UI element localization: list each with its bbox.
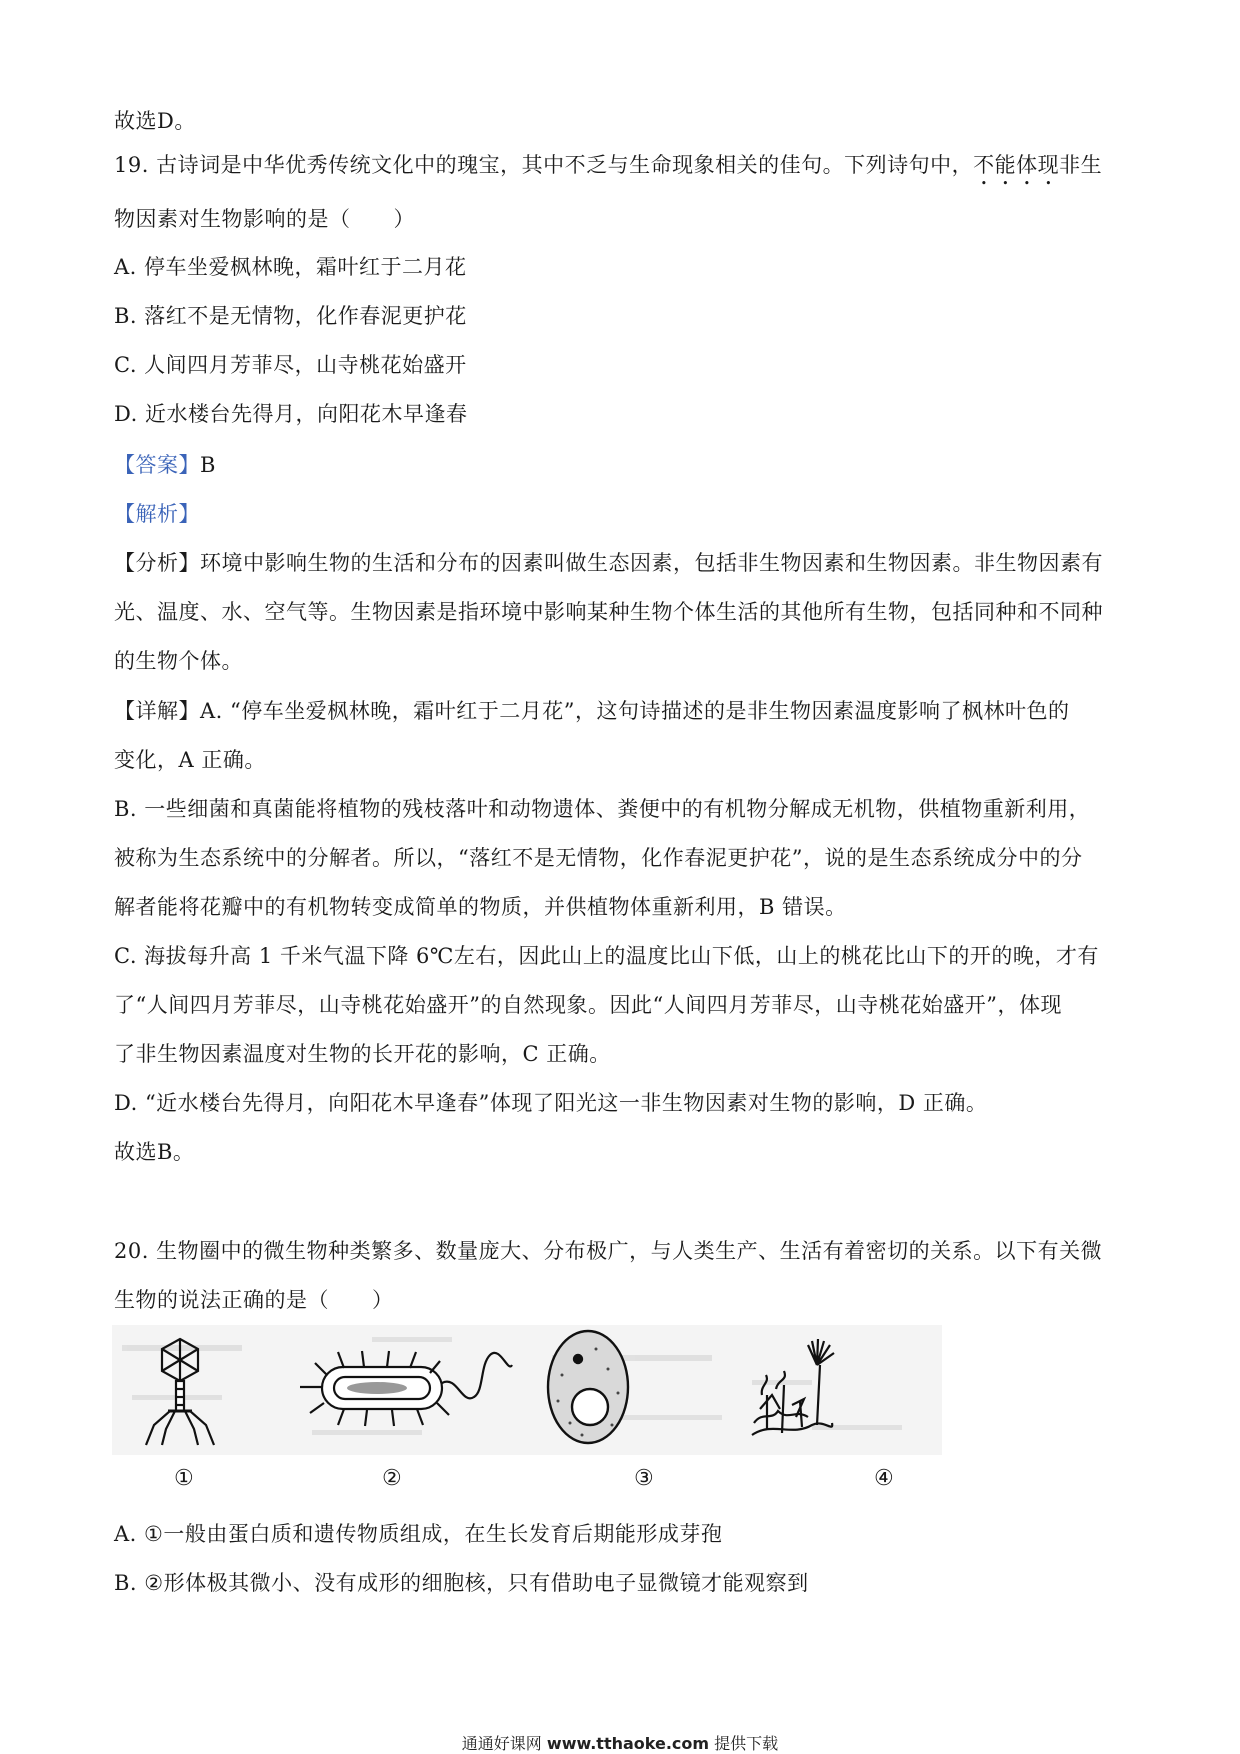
q19-stem-post: 非生 (1059, 153, 1103, 177)
explanation-line: D. “近水楼台先得月，向阳花木早逢春”体现了阳光这一非生物因素对生物的影响，D 正确。 (114, 1091, 988, 1115)
explanation-line: 光、温度、水、空气等。生物因素是指环境中影响某种生物个体生活的其他所有生物，包括同种和不同种 (114, 600, 1103, 624)
analysis-label: 【解析】 (114, 502, 200, 526)
q20-stem-line1: 20. 生物圈中的微生物种类繁多、数量庞大、分布极广，与人类生产、生活有着密切的关系。以下有关微 (114, 1239, 1103, 1263)
q20-option-a: A. ①一般由蛋白质和遗传物质组成，在生长发育后期能形成芽孢 (114, 1522, 723, 1546)
footer-site-link[interactable]: www.tthaoke.com (546, 1734, 710, 1753)
figure-label-2: ② (382, 1466, 402, 1491)
explanation-line: 了非生物因素温度对生物的长开花的影响，C 正确。 (114, 1042, 611, 1066)
q19-option-c: C. 人间四月芳菲尽，山寺桃花始盛开 (114, 353, 467, 377)
q19-answer (114, 450, 216, 480)
footer-suffix: 提供下载 (714, 1734, 779, 1753)
q19-option-d: D. 近水楼台先得月，向阳花木早逢春 (114, 402, 468, 426)
q19-stem-line1 (114, 150, 1102, 190)
q19-stem-emphasis: 不能体现 (973, 153, 1060, 177)
explanation-line: B. 一些细菌和真菌能将植物的残枝落叶和动物遗体、粪便中的有机物分解成无机物，供植物重新利用， (114, 797, 1091, 821)
q20-option-b: B. ②形体极其微小、没有成形的细胞核，只有借助电子显微镜才能观察到 (114, 1571, 809, 1595)
figure-label-4: ④ (874, 1466, 894, 1491)
explanation-line: C. 海拔每升高 1 千米气温下降 6℃左右，因此山上的温度比山下低，山上的桃花比山下的开的晚，才有 (114, 944, 1099, 968)
explanation-line: 了“人间四月芳菲尽，山寺桃花始盛开”的自然现象。因此“人间四月芳菲尽，山寺桃花始盛开”，体现 (114, 993, 1062, 1017)
microorganism-figure (112, 1325, 942, 1455)
answer-label: 【答案】 (114, 453, 200, 477)
explanation-line: 【分析】环境中影响生物的生活和分布的因素叫做生态因素，包括非生物因素和生物因素。非生物因素有 (114, 551, 1103, 575)
explanation-line: 被称为生态系统中的分解者。所以，“落红不是无情物，化作春泥更护花”，说的是生态系统成分中的分 (114, 846, 1083, 870)
q20-stem-line2: 生物的说法正确的是（ ） (114, 1288, 394, 1312)
figure-label-3: ③ (634, 1466, 654, 1491)
footer-prefix: 通通好课网 (461, 1734, 542, 1753)
figure-label-1: ① (174, 1466, 194, 1491)
yeast-drawing (548, 1331, 628, 1443)
explanation-line: 解者能将花瓣中的有机物转变成简单的物质，并供植物体重新利用，B 错误。 (114, 895, 847, 919)
explanation-line: 变化，A 正确。 (114, 748, 266, 772)
q18-conclusion: 故选D。 (114, 109, 196, 133)
explanation-line: 的生物个体。 (114, 649, 243, 673)
page-footer (0, 1731, 1240, 1754)
q19-stem-line2: 物因素对生物影响的是（ ） (114, 207, 415, 231)
q19-option-a: A. 停车坐爱枫林晚，霜叶红于二月花 (114, 255, 467, 279)
q19-conclusion: 故选B。 (114, 1140, 195, 1164)
answer-value: B (200, 453, 216, 477)
q19-option-b: B. 落红不是无情物，化作春泥更护花 (114, 304, 467, 328)
q19-stem-pre: 19. 古诗词是中华优秀传统文化中的瑰宝，其中不乏与生命现象相关的佳句。下列诗句中， (114, 153, 974, 177)
explanation-line: 【详解】A. “停车坐爱枫林晚，霜叶红于二月花”，这句诗描述的是非生物因素温度影响了枫林叶色的 (114, 699, 1070, 723)
